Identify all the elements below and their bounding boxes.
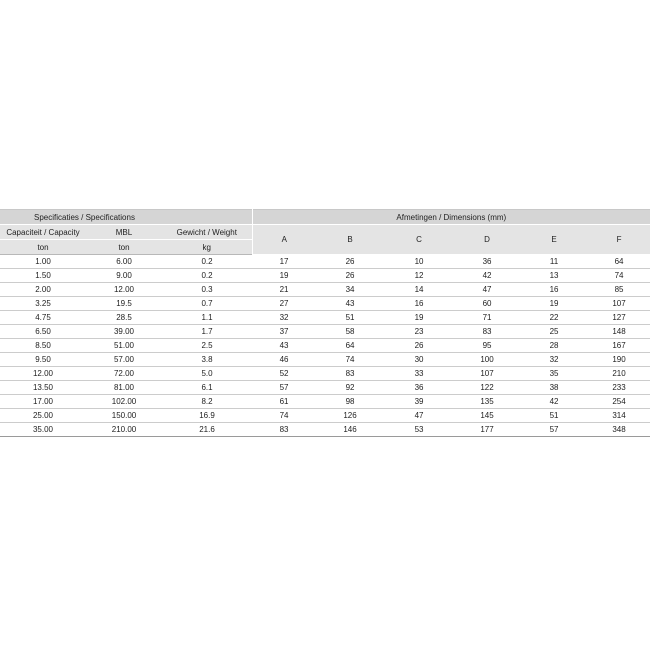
weight-cell: 5.0 xyxy=(162,367,252,381)
mbl-cell: 19.5 xyxy=(86,297,162,311)
mbl-cell: 51.00 xyxy=(86,339,162,353)
dim-c-cell: 12 xyxy=(384,269,454,283)
weight-cell: 1.7 xyxy=(162,325,252,339)
dim-b-cell: 26 xyxy=(316,255,384,269)
dim-b-cell: 64 xyxy=(316,339,384,353)
dim-f-cell: 85 xyxy=(588,283,650,297)
dim-f-cell: 148 xyxy=(588,325,650,339)
dim-b-cell: 51 xyxy=(316,311,384,325)
dim-b-cell: 26 xyxy=(316,269,384,283)
dim-c-cell: 53 xyxy=(384,423,454,437)
dim-b-cell: 34 xyxy=(316,283,384,297)
table-row xyxy=(0,353,650,367)
table-row xyxy=(0,255,650,269)
mbl-cell: 12.00 xyxy=(86,283,162,297)
dim-a-cell: 19 xyxy=(252,269,316,283)
mbl-cell: 150.00 xyxy=(86,409,162,423)
dimension-a-header: A xyxy=(252,225,316,255)
dim-f-cell: 210 xyxy=(588,367,650,381)
dim-c-cell: 14 xyxy=(384,283,454,297)
capacity-cell: 9.50 xyxy=(0,353,86,367)
dim-c-cell: 33 xyxy=(384,367,454,381)
capacity-cell: 1.00 xyxy=(0,255,86,269)
dim-b-cell: 58 xyxy=(316,325,384,339)
dim-c-cell: 36 xyxy=(384,381,454,395)
dim-d-cell: 135 xyxy=(454,395,520,409)
capacity-cell: 12.00 xyxy=(0,367,86,381)
dim-a-cell: 27 xyxy=(252,297,316,311)
dim-a-cell: 37 xyxy=(252,325,316,339)
weight-cell: 0.3 xyxy=(162,283,252,297)
dim-d-cell: 47 xyxy=(454,283,520,297)
capacity-cell: 6.50 xyxy=(0,325,86,339)
dim-a-cell: 74 xyxy=(252,409,316,423)
dim-d-cell: 145 xyxy=(454,409,520,423)
dim-f-cell: 314 xyxy=(588,409,650,423)
dim-f-cell: 74 xyxy=(588,269,650,283)
dim-d-cell: 42 xyxy=(454,269,520,283)
capacity-cell: 13.50 xyxy=(0,381,86,395)
dim-e-cell: 38 xyxy=(520,381,588,395)
dimensions-group-header: Afmetingen / Dimensions (mm) xyxy=(252,210,650,225)
dim-a-cell: 52 xyxy=(252,367,316,381)
dim-e-cell: 28 xyxy=(520,339,588,353)
capacity-cell: 3.25 xyxy=(0,297,86,311)
table-row xyxy=(0,297,650,311)
dim-b-cell: 74 xyxy=(316,353,384,367)
dim-c-cell: 23 xyxy=(384,325,454,339)
capacity-cell: 17.00 xyxy=(0,395,86,409)
dim-d-cell: 122 xyxy=(454,381,520,395)
dim-b-cell: 98 xyxy=(316,395,384,409)
mbl-cell: 9.00 xyxy=(86,269,162,283)
capacity-cell: 2.00 xyxy=(0,283,86,297)
weight-cell: 0.7 xyxy=(162,297,252,311)
dim-a-cell: 43 xyxy=(252,339,316,353)
weight-column-header: Gewicht / Weight xyxy=(162,225,252,240)
dim-d-cell: 71 xyxy=(454,311,520,325)
table-body xyxy=(0,255,650,437)
dim-b-cell: 126 xyxy=(316,409,384,423)
dim-c-cell: 39 xyxy=(384,395,454,409)
mbl-column-header: MBL xyxy=(86,225,162,240)
dim-d-cell: 100 xyxy=(454,353,520,367)
weight-cell: 21.6 xyxy=(162,423,252,437)
mbl-cell: 102.00 xyxy=(86,395,162,409)
dimension-f-header: F xyxy=(588,225,650,255)
dim-d-cell: 95 xyxy=(454,339,520,353)
dim-e-cell: 32 xyxy=(520,353,588,367)
weight-unit: kg xyxy=(162,240,252,255)
dimension-b-header: B xyxy=(316,225,384,255)
group-header-row xyxy=(0,210,650,225)
capacity-cell: 1.50 xyxy=(0,269,86,283)
dim-e-cell: 19 xyxy=(520,297,588,311)
dim-f-cell: 233 xyxy=(588,381,650,395)
dim-b-cell: 43 xyxy=(316,297,384,311)
specifications-group-header: Specificaties / Specifications xyxy=(0,210,252,225)
dim-d-cell: 107 xyxy=(454,367,520,381)
dim-f-cell: 190 xyxy=(588,353,650,367)
weight-cell: 3.8 xyxy=(162,353,252,367)
dim-f-cell: 348 xyxy=(588,423,650,437)
dim-e-cell: 57 xyxy=(520,423,588,437)
dim-b-cell: 92 xyxy=(316,381,384,395)
mbl-unit: ton xyxy=(86,240,162,255)
capacity-cell: 4.75 xyxy=(0,311,86,325)
mbl-cell: 72.00 xyxy=(86,367,162,381)
table-row xyxy=(0,423,650,437)
weight-cell: 2.5 xyxy=(162,339,252,353)
dim-c-cell: 16 xyxy=(384,297,454,311)
dim-b-cell: 83 xyxy=(316,367,384,381)
dim-f-cell: 107 xyxy=(588,297,650,311)
mbl-cell: 57.00 xyxy=(86,353,162,367)
table-row xyxy=(0,339,650,353)
dim-c-cell: 30 xyxy=(384,353,454,367)
dim-a-cell: 61 xyxy=(252,395,316,409)
dim-c-cell: 19 xyxy=(384,311,454,325)
dim-c-cell: 26 xyxy=(384,339,454,353)
dim-a-cell: 21 xyxy=(252,283,316,297)
capacity-cell: 8.50 xyxy=(0,339,86,353)
column-header-row xyxy=(0,225,650,240)
mbl-cell: 81.00 xyxy=(86,381,162,395)
dim-d-cell: 83 xyxy=(454,325,520,339)
dim-e-cell: 11 xyxy=(520,255,588,269)
capacity-column-header: Capaciteit / Capacity xyxy=(0,225,86,240)
dim-a-cell: 57 xyxy=(252,381,316,395)
dim-d-cell: 60 xyxy=(454,297,520,311)
specifications-table xyxy=(0,209,650,437)
weight-cell: 0.2 xyxy=(162,269,252,283)
dim-f-cell: 64 xyxy=(588,255,650,269)
dim-b-cell: 146 xyxy=(316,423,384,437)
dim-e-cell: 13 xyxy=(520,269,588,283)
dim-f-cell: 167 xyxy=(588,339,650,353)
weight-cell: 16.9 xyxy=(162,409,252,423)
table-row xyxy=(0,409,650,423)
dim-e-cell: 51 xyxy=(520,409,588,423)
weight-cell: 6.1 xyxy=(162,381,252,395)
dim-d-cell: 177 xyxy=(454,423,520,437)
weight-cell: 1.1 xyxy=(162,311,252,325)
dim-d-cell: 36 xyxy=(454,255,520,269)
dimension-d-header: D xyxy=(454,225,520,255)
capacity-cell: 35.00 xyxy=(0,423,86,437)
table-row xyxy=(0,311,650,325)
capacity-unit: ton xyxy=(0,240,86,255)
weight-cell: 0.2 xyxy=(162,255,252,269)
dim-a-cell: 83 xyxy=(252,423,316,437)
weight-cell: 8.2 xyxy=(162,395,252,409)
dim-e-cell: 25 xyxy=(520,325,588,339)
table-row xyxy=(0,283,650,297)
dim-c-cell: 10 xyxy=(384,255,454,269)
table-row xyxy=(0,381,650,395)
table-row xyxy=(0,325,650,339)
dim-e-cell: 35 xyxy=(520,367,588,381)
dim-f-cell: 254 xyxy=(588,395,650,409)
table-row xyxy=(0,367,650,381)
dim-e-cell: 16 xyxy=(520,283,588,297)
dim-a-cell: 17 xyxy=(252,255,316,269)
mbl-cell: 39.00 xyxy=(86,325,162,339)
dim-a-cell: 46 xyxy=(252,353,316,367)
dim-f-cell: 127 xyxy=(588,311,650,325)
mbl-cell: 6.00 xyxy=(86,255,162,269)
mbl-cell: 210.00 xyxy=(86,423,162,437)
dim-c-cell: 47 xyxy=(384,409,454,423)
table-row xyxy=(0,269,650,283)
dim-a-cell: 32 xyxy=(252,311,316,325)
dim-e-cell: 42 xyxy=(520,395,588,409)
mbl-cell: 28.5 xyxy=(86,311,162,325)
capacity-cell: 25.00 xyxy=(0,409,86,423)
dim-e-cell: 22 xyxy=(520,311,588,325)
table-row xyxy=(0,395,650,409)
dimension-c-header: C xyxy=(384,225,454,255)
dimension-e-header: E xyxy=(520,225,588,255)
